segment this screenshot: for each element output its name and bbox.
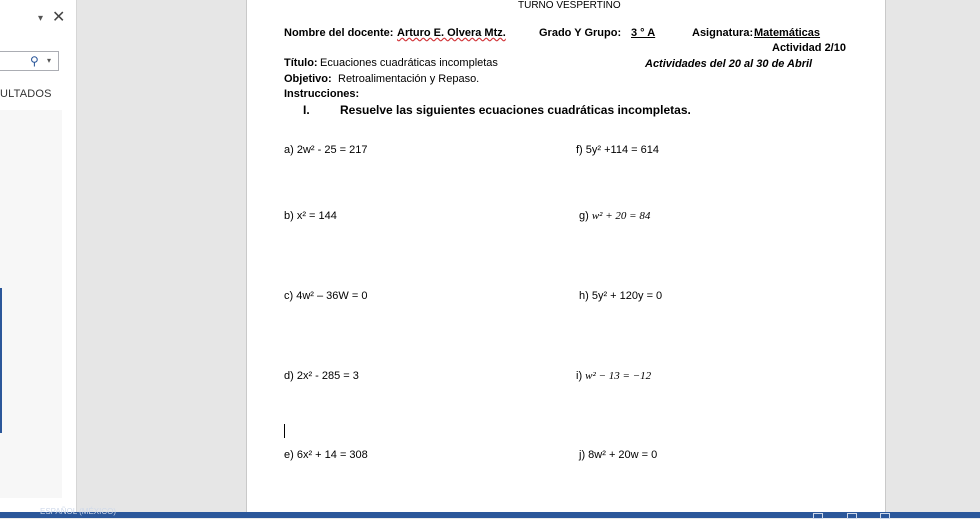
grado-value: 3 ° A [631, 27, 656, 39]
docente-label: Nombre del docente: [284, 27, 394, 39]
exercise-c: c) 4w² – 36W = 0 [284, 290, 368, 302]
pane-close-icon[interactable]: ✕ [52, 9, 66, 26]
fechas-text: Actividades del 20 al 30 de Abril [645, 58, 813, 70]
document-page[interactable] [246, 0, 886, 512]
exercise-e: e) 6x² + 14 = 308 [284, 449, 368, 461]
exercise-a: a) 2w² - 25 = 217 [284, 144, 368, 156]
results-list [0, 110, 62, 498]
section-heading: Resuelve las siguientes ecuaciones cuadráticas incompletas. [340, 103, 691, 117]
search-icon[interactable]: ⚲ [30, 54, 39, 68]
exercise-i [576, 370, 651, 382]
text-cursor [284, 424, 285, 438]
docente-name: Arturo E. Olvera Mtz. [397, 27, 506, 39]
navigation-pane [0, 0, 77, 512]
asignatura-value: Matemáticas [754, 27, 821, 39]
exercise-b: b) x² = 144 [284, 210, 337, 222]
asignatura-label: Asignatura: [692, 27, 754, 39]
actividad-number: Actividad 2/10 [772, 42, 846, 54]
exercise-g [579, 210, 650, 222]
exercise-f: f) 5y² +114 = 614 [576, 144, 659, 156]
exercise-g-label: g) [579, 210, 589, 222]
scroll-indicator [0, 288, 2, 433]
print-layout-icon[interactable] [847, 513, 857, 519]
exercise-i-equation: w² − 13 = −12 [585, 370, 652, 382]
section-numeral: I. [303, 103, 310, 117]
instrucciones-label: Instrucciones: [284, 88, 360, 100]
web-layout-icon[interactable] [880, 513, 890, 519]
objetivo-label: Objetivo: [284, 73, 332, 85]
results-tab[interactable]: ULTADOS [0, 88, 52, 100]
status-bar [0, 507, 980, 518]
objetivo-value: Retroalimentación y Repaso. [338, 73, 480, 85]
exercise-j: j) 8w² + 20w = 0 [579, 449, 658, 461]
titulo-label: Título: [284, 57, 318, 69]
search-options-dropdown-icon[interactable]: ▾ [47, 56, 52, 65]
exercise-i-label: i) [576, 370, 583, 382]
exercise-h: h) 5y² + 120y = 0 [579, 290, 663, 302]
read-mode-icon[interactable] [813, 513, 823, 519]
grado-label: Grado Y Grupo: [539, 27, 622, 39]
titulo-value: Ecuaciones cuadráticas incompletas [320, 57, 498, 69]
pane-options-dropdown-icon[interactable]: ▾ [38, 13, 44, 24]
header-title: TURNO VESPERTINO [518, 0, 621, 11]
language-indicator[interactable]: ESPAÑOL (MÉXICO) [40, 507, 117, 516]
search-document-input[interactable] [0, 51, 59, 71]
exercise-d: d) 2x² - 285 = 3 [284, 370, 359, 382]
exercise-g-equation: w² + 20 = 84 [591, 210, 651, 222]
